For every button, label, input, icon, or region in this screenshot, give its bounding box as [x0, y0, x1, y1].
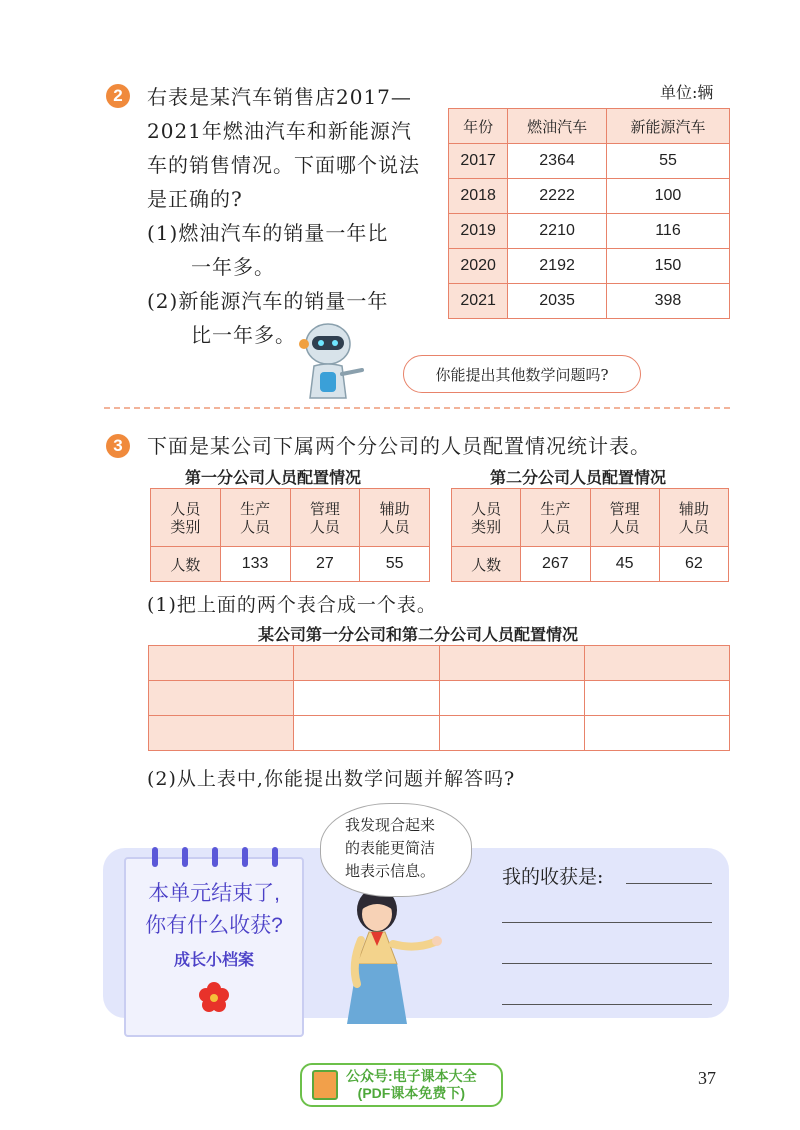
blank-cell[interactable] [584, 681, 729, 716]
car-sales-table [448, 108, 730, 319]
header-text: 生产 [240, 499, 271, 518]
header-fuel: 燃油汽车 [508, 109, 607, 144]
blank-cell[interactable] [294, 681, 439, 716]
answer-line[interactable] [626, 883, 712, 884]
footer-text [346, 1068, 477, 1102]
cell: 2192 [508, 249, 607, 284]
footer-line-2: (PDF课本免费下) [357, 1085, 465, 1101]
question-2-badge: 2 [106, 84, 130, 108]
speech-line: 地表示信息。 [345, 862, 436, 880]
speech-line: 的表能更简洁 [345, 839, 436, 857]
cell: 2020 [449, 249, 508, 284]
book-icon [312, 1070, 338, 1100]
flower-icon [198, 981, 230, 1013]
blank-cell[interactable] [439, 681, 584, 716]
q2-line: 右表是某汽车销售店2017— [147, 85, 412, 109]
header-text: 人员 [170, 499, 201, 518]
q2-line: 是正确的? [147, 187, 243, 211]
cell: 2035 [508, 284, 607, 319]
header-year: 年份 [449, 109, 508, 144]
answer-line[interactable] [502, 963, 712, 964]
cell: 2021 [449, 284, 508, 319]
header-text: 类别 [471, 517, 502, 536]
cell: 2017 [449, 144, 508, 179]
question-3-badge: 3 [106, 434, 130, 458]
q2-option-2-cont: 比一年多。 [191, 323, 296, 347]
merged-blank-table [148, 645, 730, 751]
q2-line: 2021年燃油汽车和新能源汽 [147, 119, 412, 143]
table-header-row [449, 109, 730, 144]
cell: 2019 [449, 214, 508, 249]
q2-option-1-cont: 一年多。 [191, 255, 275, 279]
header-text: 人员 [540, 517, 571, 536]
header-text: 生产 [540, 499, 571, 518]
table2-title: 第二分公司人员配置情况 [490, 470, 667, 487]
cell: 2222 [508, 179, 607, 214]
binder-ring-icon [182, 847, 188, 867]
table-row [449, 144, 730, 179]
cell: 100 [606, 179, 729, 214]
header-cell [452, 489, 521, 547]
cell: 2364 [508, 144, 607, 179]
header-text: 人员 [309, 517, 340, 536]
blank-cell[interactable] [439, 716, 584, 751]
row-label: 人数 [452, 547, 521, 582]
binder-ring-icon [272, 847, 278, 867]
page-number: 37 [698, 1068, 716, 1088]
header-text: 辅助 [678, 499, 709, 518]
header-cell [290, 489, 360, 547]
header-cell [220, 489, 290, 547]
answer-line[interactable] [502, 1004, 712, 1005]
cell: 55 [360, 547, 430, 582]
card-label: 成长小档案 [173, 952, 254, 969]
table-row [449, 179, 730, 214]
header-cell [590, 489, 659, 547]
cell: 55 [606, 144, 729, 179]
cell: 2018 [449, 179, 508, 214]
question-2-text [147, 80, 437, 352]
card-line-2: 你有什么收获? [145, 914, 283, 937]
q3-subquestion-2: (2)从上表中,你能提出数学问题并解答吗? [147, 768, 516, 790]
blank-cell[interactable] [149, 716, 294, 751]
header-text: 管理 [609, 499, 640, 518]
cell: 150 [606, 249, 729, 284]
robot-illustration [296, 318, 366, 400]
cell: 267 [521, 547, 590, 582]
table-row [449, 249, 730, 284]
binder-ring-icon [242, 847, 248, 867]
blank-cell[interactable] [149, 681, 294, 716]
robot-speech-bubble: 你能提出其他数学问题吗? [403, 355, 641, 393]
header-text: 人员 [240, 517, 271, 536]
merged-table-title: 某公司第一分公司和第二分公司人员配置情况 [258, 627, 579, 644]
unit-label: 单位:辆 [660, 83, 714, 102]
header-text: 人员 [678, 517, 709, 536]
header-text: 人员 [379, 517, 410, 536]
header-cell [521, 489, 590, 547]
table-row [149, 681, 730, 716]
blank-cell[interactable] [439, 646, 584, 681]
header-cell [659, 489, 728, 547]
row-label: 人数 [151, 547, 221, 582]
q3-subquestion-1: (1)把上面的两个表合成一个表。 [147, 594, 437, 616]
question-3-intro: 下面是某公司下属两个分公司的人员配置情况统计表。 [147, 434, 651, 458]
binder-ring-icon [152, 847, 158, 867]
branch2-staff-table [451, 488, 729, 582]
table-header-row [151, 489, 430, 547]
header-text: 人员 [609, 517, 640, 536]
blank-cell[interactable] [294, 716, 439, 751]
card-line-1: 本单元结束了, [148, 882, 280, 905]
blank-cell[interactable] [149, 646, 294, 681]
header-text: 管理 [309, 499, 340, 518]
header-text: 人员 [471, 499, 502, 518]
cell: 27 [290, 547, 360, 582]
header-cell [151, 489, 221, 547]
blank-cell[interactable] [584, 716, 729, 751]
speech-line: 我发现合起来 [345, 816, 436, 834]
table-row [149, 716, 730, 751]
blank-cell[interactable] [294, 646, 439, 681]
branch1-staff-table [150, 488, 430, 582]
header-cell [360, 489, 430, 547]
q2-option-2: (2)新能源汽车的销量一年 [147, 289, 389, 313]
table-row [151, 547, 430, 582]
table-row [449, 214, 730, 249]
cell: 398 [606, 284, 729, 319]
table-row [149, 646, 730, 681]
cell: 2210 [508, 214, 607, 249]
answer-line[interactable] [502, 922, 712, 923]
q2-option-1: (1)燃油汽车的销量一年比 [147, 221, 389, 245]
header-text: 辅助 [379, 499, 410, 518]
table-header-row [452, 489, 729, 547]
gain-label: 我的收获是: [502, 866, 604, 888]
table-row [452, 547, 729, 582]
header-new-energy: 新能源汽车 [606, 109, 729, 144]
growth-card [124, 857, 304, 1037]
q2-line: 车的销售情况。下面哪个说法 [147, 153, 420, 177]
cell: 133 [220, 547, 290, 582]
table-row [449, 284, 730, 319]
section-divider [104, 407, 730, 409]
girl-speech-bubble [320, 803, 472, 897]
footer-badge [300, 1063, 503, 1107]
table1-title: 第一分公司人员配置情况 [185, 470, 362, 487]
cell: 116 [606, 214, 729, 249]
girl-illustration [335, 884, 445, 1024]
cell: 45 [590, 547, 659, 582]
footer-line-1: 公众号:电子课本大全 [346, 1068, 477, 1084]
cell: 62 [659, 547, 728, 582]
binder-ring-icon [212, 847, 218, 867]
header-text: 类别 [170, 517, 201, 536]
blank-cell[interactable] [584, 646, 729, 681]
